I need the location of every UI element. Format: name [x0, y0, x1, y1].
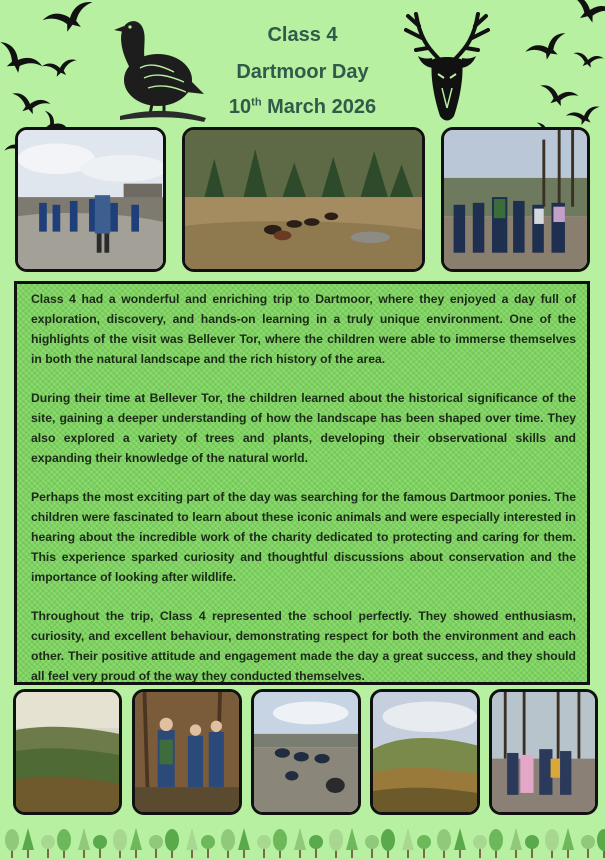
tree-icon: [473, 835, 487, 849]
tree-icon: [545, 829, 559, 851]
tree-icon: [346, 828, 358, 850]
bird-icon: [563, 0, 605, 29]
photo-group-on-tor: [15, 127, 166, 272]
bird-icon: [0, 40, 43, 81]
tree-icon: [329, 829, 343, 851]
bird-icon: [525, 31, 572, 66]
tree-icon: [581, 835, 595, 849]
bird-icon: [42, 59, 79, 79]
tree-icon: [365, 835, 379, 849]
tree-icon: [186, 828, 198, 850]
bird-icon: [565, 105, 603, 128]
tree-border-icon: [0, 818, 605, 859]
photo-group-in-woods: [441, 127, 590, 272]
date-day: 10: [228, 96, 252, 118]
tree-icon: [489, 829, 503, 851]
tree-icon: [57, 829, 71, 851]
story-paragraph: Class 4 had a wonderful and enriching trip to Dartmoor, where they enjoyed a day full of exploration, discovery, and hands-on learning in a truly unique environment. One of the highlights of the visit was Bellever Tor, where the children were able to immerse themselves in both the natural landscape and the rich history of the area.: [31, 292, 576, 366]
photo-children-woodland: [132, 689, 242, 815]
page-title-event: Dartmoor Day: [236, 61, 369, 83]
tree-icon: [165, 829, 179, 851]
date-rest: March 2026: [261, 96, 377, 118]
bird-icon: [42, 0, 99, 38]
page-title-class: Class 4: [267, 24, 338, 46]
story-paragraph: Throughout the trip, Class 4 represented the school perfectly. They showed enthusiasm, curiosity, and excellent behaviour, demonstrating respect for both the environment and each other. Their positive attitude and engagement made the day a great success, and they should all feel very proud of the way they conducted themselves.: [31, 609, 576, 683]
tree-icon: [257, 835, 271, 849]
tree-icon: [525, 835, 539, 849]
tree-icon: [562, 828, 574, 850]
tree-icon: [510, 828, 522, 850]
photo-valley-view: [13, 689, 122, 815]
stag-head-icon: [398, 8, 496, 126]
tree-icon: [417, 835, 431, 849]
tree-icon: [597, 829, 605, 851]
tree-icon: [130, 828, 142, 850]
date-suffix: th: [251, 96, 262, 109]
tree-icon: [454, 828, 466, 850]
tree-icon: [78, 828, 90, 850]
photo-moorland-hill: [370, 689, 480, 815]
tree-icon: [221, 829, 235, 851]
tree-icon: [309, 835, 323, 849]
tree-icon: [238, 828, 250, 850]
tree-icon: [5, 829, 19, 851]
tree-icon: [201, 835, 215, 849]
tree-icon: [273, 829, 287, 851]
bird-icon: [537, 84, 579, 110]
story-paragraph: During their time at Bellever Tor, the children learned about the historical significance of the site, gaining a deeper understanding of how the landscape has been shaped over time. They also explored a variety of trees and plants, developing their observational skills and expanding their knowledge of the natural world.: [31, 391, 576, 465]
bird-icon: [9, 92, 51, 118]
tree-icon: [402, 828, 414, 850]
tree-icon: [113, 829, 127, 851]
tree-icon: [22, 828, 34, 850]
tree-icon: [437, 829, 451, 851]
story-paragraph: Perhaps the most exciting part of the day was searching for the famous Dartmoor ponies. The children were fascinated to learn about these iconic animals and were especially interested in hearing about the incredible work of the charity dedicated to protecting and caring for them. This experience sparked curiosity and thoughtful discussions about conservation and the importance of looking after wildlife.: [31, 490, 576, 584]
photo-group-resting-on-rocks: [251, 689, 361, 815]
photo-group-forest-path: [489, 689, 598, 815]
bird-icon: [572, 52, 605, 70]
tree-icon: [149, 835, 163, 849]
tree-icon: [93, 835, 107, 849]
tree-icon: [381, 829, 395, 851]
photo-ponies-grazing: [182, 127, 425, 272]
tree-icon: [41, 835, 55, 849]
grouse-illustration-icon: [100, 10, 210, 125]
tree-icon: [294, 828, 306, 850]
story-text-panel: [14, 281, 590, 685]
